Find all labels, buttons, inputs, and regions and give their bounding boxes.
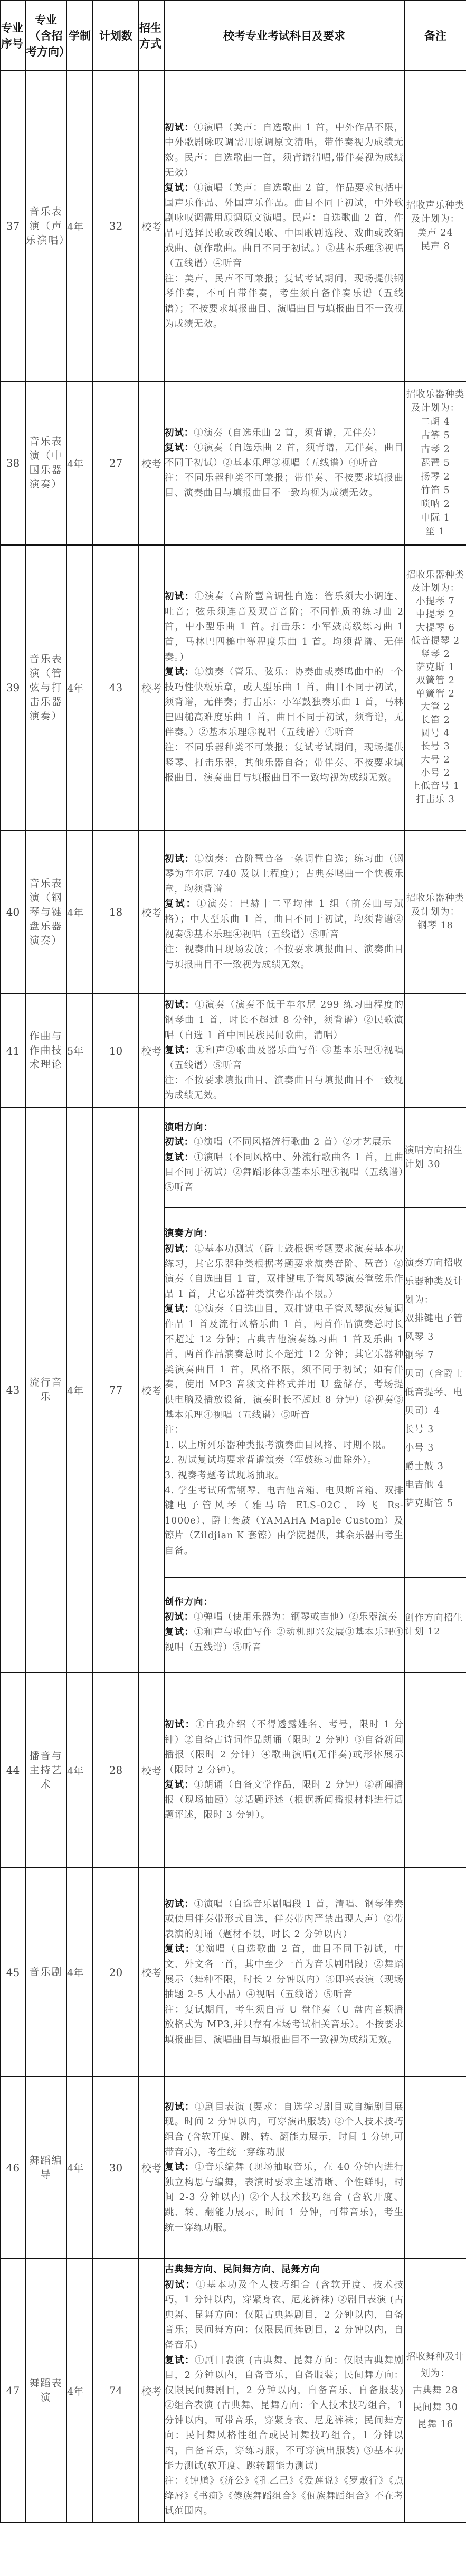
row-major: 播音与主持艺术 xyxy=(25,1672,66,1868)
row-remark: 招收乐器种类及计划为： 二胡 4 古筝 5 古琴 2 琵琶 5 扬琴 2 竹笛 5 唢呐 2 中阮 1 笙 1 xyxy=(404,381,466,545)
row-no: 44 xyxy=(1,1672,25,1868)
row-plan: 18 xyxy=(93,830,139,994)
table-row xyxy=(1,71,466,381)
row-years: 4年 xyxy=(66,545,93,830)
requirement-note: 注：不同乐器种类不可兼报；复试考试期间，现场提供竖琴、打击乐器，其他乐器自备；带伴奏、不按要求填报曲目、演奏曲目与填报曲目不一致均视为成绩无效。 xyxy=(165,742,404,784)
first-round: 初试：①弹唱（使用乐器为：钢琴或吉他）②乐器演奏 xyxy=(165,1612,398,1623)
first-round: 初试：①演奏（音阶琶音调性自选：管乐须大小调连、吐音；弦乐须连音及双音音阶；不同性质的练习曲 2 首，中小型乐曲 1 首。打击乐：小军鼓高级练习曲 1 首，马林巴四槌中等程度乐曲 1 首。均须背谱、无伴奏。） xyxy=(165,591,404,663)
pop-performance-requirements: 演奏方向： 初试：①基本功测试（爵士鼓根据考题要求演奏基本功练习，其它乐器种类根据考题要求演奏音阶、琶音）②演奏（自选曲目 1 首，双排键电子管风琴演奏管弦乐作品 1 首，其它乐器种类演奏作品不限。） 复试：①演奏（自选曲目，双排键电子管风琴演奏复调作品 1 首及流行风格乐曲 1 首，两首作品演奏总时长不超过 12 分钟；古典吉他演奏练习曲 1 首及乐曲 1 首，两首作品演奏总时长不超过 12 分钟；其它乐器种类演奏曲目 1 首，风格不限，须不同于初试；如有伴奏，使用 MP3 音频文件格式并用 U 盘储存，考场提供电脑及播放设备，演奏时长不超过 8 分钟）②视奏③基本乐理④视唱（五线谱）⑤听音 注： 1. 以上所列乐器种类报考演奏曲目风格、时期不限。 2. 初试复试均要求背谱演奏（军鼓练习曲除外）。 3. 视奏考题考试现场抽取。 4. 学生考试所需钢琴、电吉他音箱、电贝斯音箱、双排键电子管风琴（雅马哈 ELS-02C、吟飞 Rs-1000e）、爵士套鼓（YAMAHA Maple Custom）及镲片（Zildjian K 套镲）由学院提供，其余乐器由考生自备。 xyxy=(164,1208,404,1577)
row-major: 音乐剧 xyxy=(25,1868,66,2076)
second-round: 复试：①朗诵（自备文学作品，限时 2 分钟）②新闻播报（现场抽题）③话题评述（根据新闻播报材料进行话题评述，限时 3 分钟）。 xyxy=(165,1780,404,1821)
row-mode: 校考 xyxy=(139,545,164,830)
row-requirements xyxy=(164,1672,404,1868)
row-remark: 招收乐器种类及计划为： 钢琴 18 xyxy=(404,830,466,994)
first-round: 初试：①演奏：音阶琶音各一条调性自选；练习曲（钢琴为车尔尼 740 及以上程度）；古典奏鸣曲一个快板乐章，均须背谱 xyxy=(165,853,404,895)
row-years: 4年 xyxy=(66,2259,93,2523)
row-major: 音乐表演（管弦与打击乐器演奏） xyxy=(25,545,66,830)
row-no: 40 xyxy=(1,830,25,994)
pop-singing-requirements xyxy=(164,1107,404,1208)
row-years: 4年 xyxy=(66,1107,93,1672)
second-round: 复试：①演奏：巴赫十二平均律 1 组（前奏曲与赋格）；中大型乐曲 1 首，曲目不同于初试，均须背谱②视奏③基本乐理④视唱（五线谱）⑤听音 xyxy=(165,899,404,940)
table-row xyxy=(1,1868,466,2076)
row-plan: 28 xyxy=(93,1672,139,1868)
row-mode: 校考 xyxy=(139,1868,164,2076)
row-plan: 74 xyxy=(93,2259,139,2523)
second-round: 复试：①演唱（美声：自选歌曲 2 首，作品要求包括中国声乐作品、外国声乐作品。曲目不同于初试，中外歌剧咏叹调需用原调原文演唱。民声：自选歌曲 2 首，作品可选择民歌或改编民歌、中国歌剧选段、戏曲或改编戏曲、创作歌曲。曲目不同于初试。）②基本乐理③视唱（五线谱）④听音 xyxy=(165,183,404,269)
row-mode: 校考 xyxy=(139,2259,164,2523)
row-plan: 32 xyxy=(93,71,139,381)
row-years: 4年 xyxy=(66,381,93,545)
row-mode: 校考 xyxy=(139,381,164,545)
pop-composition-remark: 创作方向招生计划 12 xyxy=(404,1577,466,1672)
pop-performance-remark: 演奏方向招收乐器种类及计划为： 双排键电子管风琴 3 钢琴 7 贝司（含爵士低音提琴、电贝司）4 长号 3 小号 3 爵士鼓 3 电吉他 4 萨克斯管 5 xyxy=(404,1208,466,1577)
row-remark: 招收声乐种类及计划为： 美声 24 民声 8 xyxy=(404,71,466,381)
second-round: 复试：①和声②歌曲及器乐曲写作 ③基本乐理④视唱（五线谱）⑤听音 xyxy=(165,1045,404,1071)
row-plan: 30 xyxy=(93,2076,139,2259)
pop-composition-requirements xyxy=(164,1577,404,1672)
section-title: 创作方向： xyxy=(165,1596,213,1607)
row-years: 5年 xyxy=(66,994,93,1107)
row-remark xyxy=(404,1868,466,2076)
requirement-note: 注：不按要求填报曲目、演奏曲目与填报曲目不一致视为成绩无效。 xyxy=(165,1075,404,1101)
row-remark xyxy=(404,994,466,1107)
second-round: 复试：①演唱（不同风格中、外流行歌曲各 1 首，且曲目不同于初试）②舞蹈形体③基本乐理④视唱（五线谱）⑤听音 xyxy=(165,1152,404,1193)
row-requirements xyxy=(164,71,404,381)
row-years: 4年 xyxy=(66,1868,93,2076)
requirement-note: 注：不同乐器种类不可兼报；带伴奏、不按要求填报曲目、演奏曲目与填报曲目不一致均视为成绩无效。 xyxy=(165,473,404,499)
table-row xyxy=(1,1107,466,1208)
requirement-note: 注：视奏曲目现场发放；不按要求填报曲目、演奏曲目与填报曲目不一致视为成绩无效。 xyxy=(165,944,404,970)
requirement-note: 注：《钟馗》《济公》《孔乙己》《爱莲说》《罗敷行》《点绛唇》《书痴》《傣族舞蹈组合》《佤族舞蹈组合》不在考试范围内。 xyxy=(165,2476,404,2517)
first-round: 初试：①基本功测试（爵士鼓根据考题要求演奏基本功练习，其它乐器种类根据考题要求演奏音阶、琶音）②演奏（自选曲目 1 首，双排键电子管风琴演奏管弦乐作品 1 首，其它乐器种类演奏作品不限。） xyxy=(165,1244,404,1300)
row-plan: 43 xyxy=(93,545,139,830)
table-row xyxy=(1,830,466,994)
row-remark: 招收乐器种类及计划为： 小提琴 7 中提琴 2 大提琴 6 低音提琴 2 竖琴 2 萨克斯 1 双簧管 2 单簧管 2 大管 2 长笛 2 圆号 4 长号 3 大号 2 小号 2 上低音号 1 打击乐 3 xyxy=(404,545,466,830)
row-years: 4年 xyxy=(66,1672,93,1868)
row-major: 流行音乐 xyxy=(25,1107,66,1672)
header-plan: 计划数 xyxy=(93,1,139,71)
table-row xyxy=(1,994,466,1107)
row-plan: 27 xyxy=(93,381,139,545)
row-mode: 校考 xyxy=(139,1107,164,1672)
row-no: 41 xyxy=(1,994,25,1107)
row-requirements xyxy=(164,830,404,994)
row-requirements xyxy=(164,545,404,830)
row-mode: 校考 xyxy=(139,830,164,994)
second-round: 复试：①演唱（自选歌曲 2 首，曲目不同于初试，中文、外文各一首，其中至少一首为音乐剧唱段）②舞蹈展示（舞种不限，时长 2 分钟以内）③即兴表演（现场抽题 2-5 人小品）④视唱（五线谱）⑤听音 xyxy=(165,1944,404,2000)
table-row xyxy=(1,545,466,830)
row-no: 43 xyxy=(1,1107,25,1672)
row-requirements xyxy=(164,994,404,1107)
table-row xyxy=(1,381,466,545)
row-major: 作曲与作曲技术理论 xyxy=(25,994,66,1107)
first-round: 初试：①演奏（自选乐曲 2 首，须背谱，无伴奏） xyxy=(165,427,382,438)
row-requirements xyxy=(164,2259,404,2523)
header-mode: 招生方式 xyxy=(139,1,164,71)
table-row xyxy=(1,2259,466,2523)
row-no: 39 xyxy=(1,545,25,830)
table-row xyxy=(1,2076,466,2259)
row-major: 音乐表演（钢琴与键盘乐器演奏） xyxy=(25,830,66,994)
second-round: 复试：①演奏（自选曲目，双排键电子管风琴演奏复调作品 1 首及流行风格乐曲 1 首，两首作品演奏总时长不超过 12 分钟；古典吉他演奏练习曲 1 首及乐曲 1 首，两首作品演奏总时长不超过 12 分钟；其它乐器种类演奏曲目 1 首，风格不限，须不同于初试；如有伴奏，使用 MP3 音频文件格式并用 U 盘储存，考场提供电脑及播放设备，演奏时长不超过 8 分钟）②视奏③基本乐理④视唱（五线谱）⑤听音 xyxy=(165,1304,404,1421)
row-major: 音乐表演（声乐演唱） xyxy=(25,71,66,381)
row-requirements xyxy=(164,2076,404,2259)
header-major-name: 专业（含招考方向） xyxy=(25,1,66,71)
row-plan: 77 xyxy=(93,1107,139,1672)
first-round: 初试：①自我介绍（不得透露姓名、考号，限时 1 分钟）②自备古诗词作品朗诵（限时 2 分钟）③自备新闻播报（限时 2 分钟）④歌曲演唱(无伴奏)或形体展示（限时 2 分钟）。 xyxy=(165,1719,404,1775)
row-remark xyxy=(404,2076,466,2259)
second-round: 复试：①演奏（自选乐曲 2 首，须背谱，无伴奏，曲目不同于初试）②基本乐理③视唱（五线谱）④听音 xyxy=(165,443,404,468)
row-major: 舞蹈表演 xyxy=(25,2259,66,2523)
header-note: 备注 xyxy=(404,1,466,71)
requirement-note: 注：美声、民声不可兼报；复试考试期间，现场提供钢琴伴奏，不可自带伴奏，考生须自备伴奏乐谱（五线谱）；不按要求填报曲目、演唱曲目与填报曲目不一致视为成绩无效。 xyxy=(165,273,404,330)
first-round: 初试：①剧目表演 (要求：自选学习剧目或自编剧目展现。时间 2 分钟以内，可穿演出服装) ②个人技术技巧组合 (含软开度、跳、转、翻能力展示，时间 1 分钟,可带音乐)，考生统一穿练功服 xyxy=(165,2101,404,2158)
row-remark xyxy=(404,1672,466,1868)
row-no: 38 xyxy=(1,381,25,545)
section-title: 演唱方向： xyxy=(165,1122,213,1133)
requirement-note: 注：复试期间，考生须自带 U 盘伴奏（U 盘内音频播放格式为 MP3,并只存有本场考试相关音乐）。不按要求填报曲目、演唱曲目与填报曲目不一致视为成绩无效。 xyxy=(165,2004,404,2045)
first-round: 初试：①基本功及个人技巧组合 (含软开度、技术技巧，1 分钟以内，穿紧身衣、尼龙裤袜) ②剧目表演 (古典舞、昆舞方向：仅限古典舞剧目，2 分钟以内，自备音乐；民间舞方向：仅限民间舞剧目，2 分钟以内，自备音乐) xyxy=(165,2279,404,2351)
row-mode: 校考 xyxy=(139,71,164,381)
first-round: 初试：①演奏（演奏不低于车尔尼 299 练习曲程度的钢琴曲 1 首，时长不超过 8 分钟，须背谱）②民歌演唱（自选 1 首中国民族民间歌曲，清唱） xyxy=(165,1000,404,1041)
row-requirements xyxy=(164,381,404,545)
row-no: 37 xyxy=(1,71,25,381)
row-major: 音乐表演（中国乐器演奏） xyxy=(25,381,66,545)
row-no: 45 xyxy=(1,1868,25,2076)
first-round: 初试：①演唱（美声：自选歌曲 1 首，中外作品不限，中外歌剧咏叹调需用原调原文清唱，带伴奏视为成绩无效。民声：自选歌曲一首，须背谱清唱,带伴奏视为成绩无效） xyxy=(165,122,404,178)
section-title: 古典舞方向、民间舞方向、昆舞方向 xyxy=(165,2264,320,2275)
second-round: 复试：①音乐编舞 (现场抽取音乐，在 40 分钟内进行独立构思与编舞，表演时要求主题清晰、个性鲜明，时间 2-3 分钟以内) ②个人技术技巧组合 (含软开度、跳、转、翻能力展示，时间 1 分钟，可带音乐)，考生统一穿练功服。 xyxy=(165,2162,404,2233)
pop-singing-remark: 演唱方向招生计划 30 xyxy=(404,1107,466,1208)
row-mode: 校考 xyxy=(139,2076,164,2259)
row-mode: 校考 xyxy=(139,994,164,1107)
table-header-row xyxy=(1,1,466,71)
row-requirements xyxy=(164,1868,404,2076)
row-plan: 20 xyxy=(93,1868,139,2076)
first-round: 初试：①演唱（自选音乐剧唱段 1 首，清唱、钢琴伴奏或使用伴奏带形式自选，伴奏带内严禁出现人声）②带表演的朗诵（题材不限，时长 2 分钟以内） xyxy=(165,1898,404,1940)
row-no: 46 xyxy=(1,2076,25,2259)
row-years: 4年 xyxy=(66,2076,93,2259)
first-round: 初试：①演唱（不同风格流行歌曲 2 首）②才艺展示 xyxy=(165,1137,392,1148)
header-major-no: 专业序号 xyxy=(1,1,25,71)
row-plan: 10 xyxy=(93,994,139,1107)
second-round: 复试：①演奏（管乐、弦乐：协奏曲或奏鸣曲中的一个技巧性快板乐章，或大型乐曲 1 首，曲目不同于初试，须背谱，无伴奏；打击乐：小军鼓独奏乐曲 1 首，马林巴四槌高难度乐曲 1 首，曲目不同于初试，须背谱，无伴奏。）②基本乐理③视唱（五线谱）④听音 xyxy=(165,667,404,738)
second-round: 复试：①和声与歌曲写作 ②动机即兴发展③基本乐理④视唱（五线谱）⑤听音 xyxy=(165,1627,404,1653)
row-no: 47 xyxy=(1,2259,25,2523)
row-years: 4年 xyxy=(66,71,93,381)
row-remark: 招收舞种及计划为： 古典舞 28 民间舞 30 昆舞 16 xyxy=(404,2259,466,2523)
header-requirements: 校考专业考试科目及要求 xyxy=(164,1,404,71)
row-mode: 校考 xyxy=(139,1672,164,1868)
header-years: 学制 xyxy=(66,1,93,71)
table-row xyxy=(1,1672,466,1868)
second-round: 复试：①剧目表演 (古典舞、昆舞方向：仅限古典舞剧目，2 分钟以内，自备音乐，自备服装；民间舞方向：仅限民间舞剧目，2 分钟以内，自备音乐、自备服装) ②组合表演 (古典舞、昆舞方向：个人技术技巧组合，1 分钟以内，可带音乐，穿紧身衣、尼龙裤袜；民间舞方向：民间舞风格性组合或民间舞技巧组合，1 分钟以内，自备音乐，穿练习服，不可穿演出服装) ③基本功能力测试(软开度、跳转翻能力测试) xyxy=(165,2355,404,2471)
row-major: 舞蹈编导 xyxy=(25,2076,66,2259)
row-years: 4年 xyxy=(66,830,93,994)
section-title: 演奏方向： xyxy=(165,1228,213,1239)
